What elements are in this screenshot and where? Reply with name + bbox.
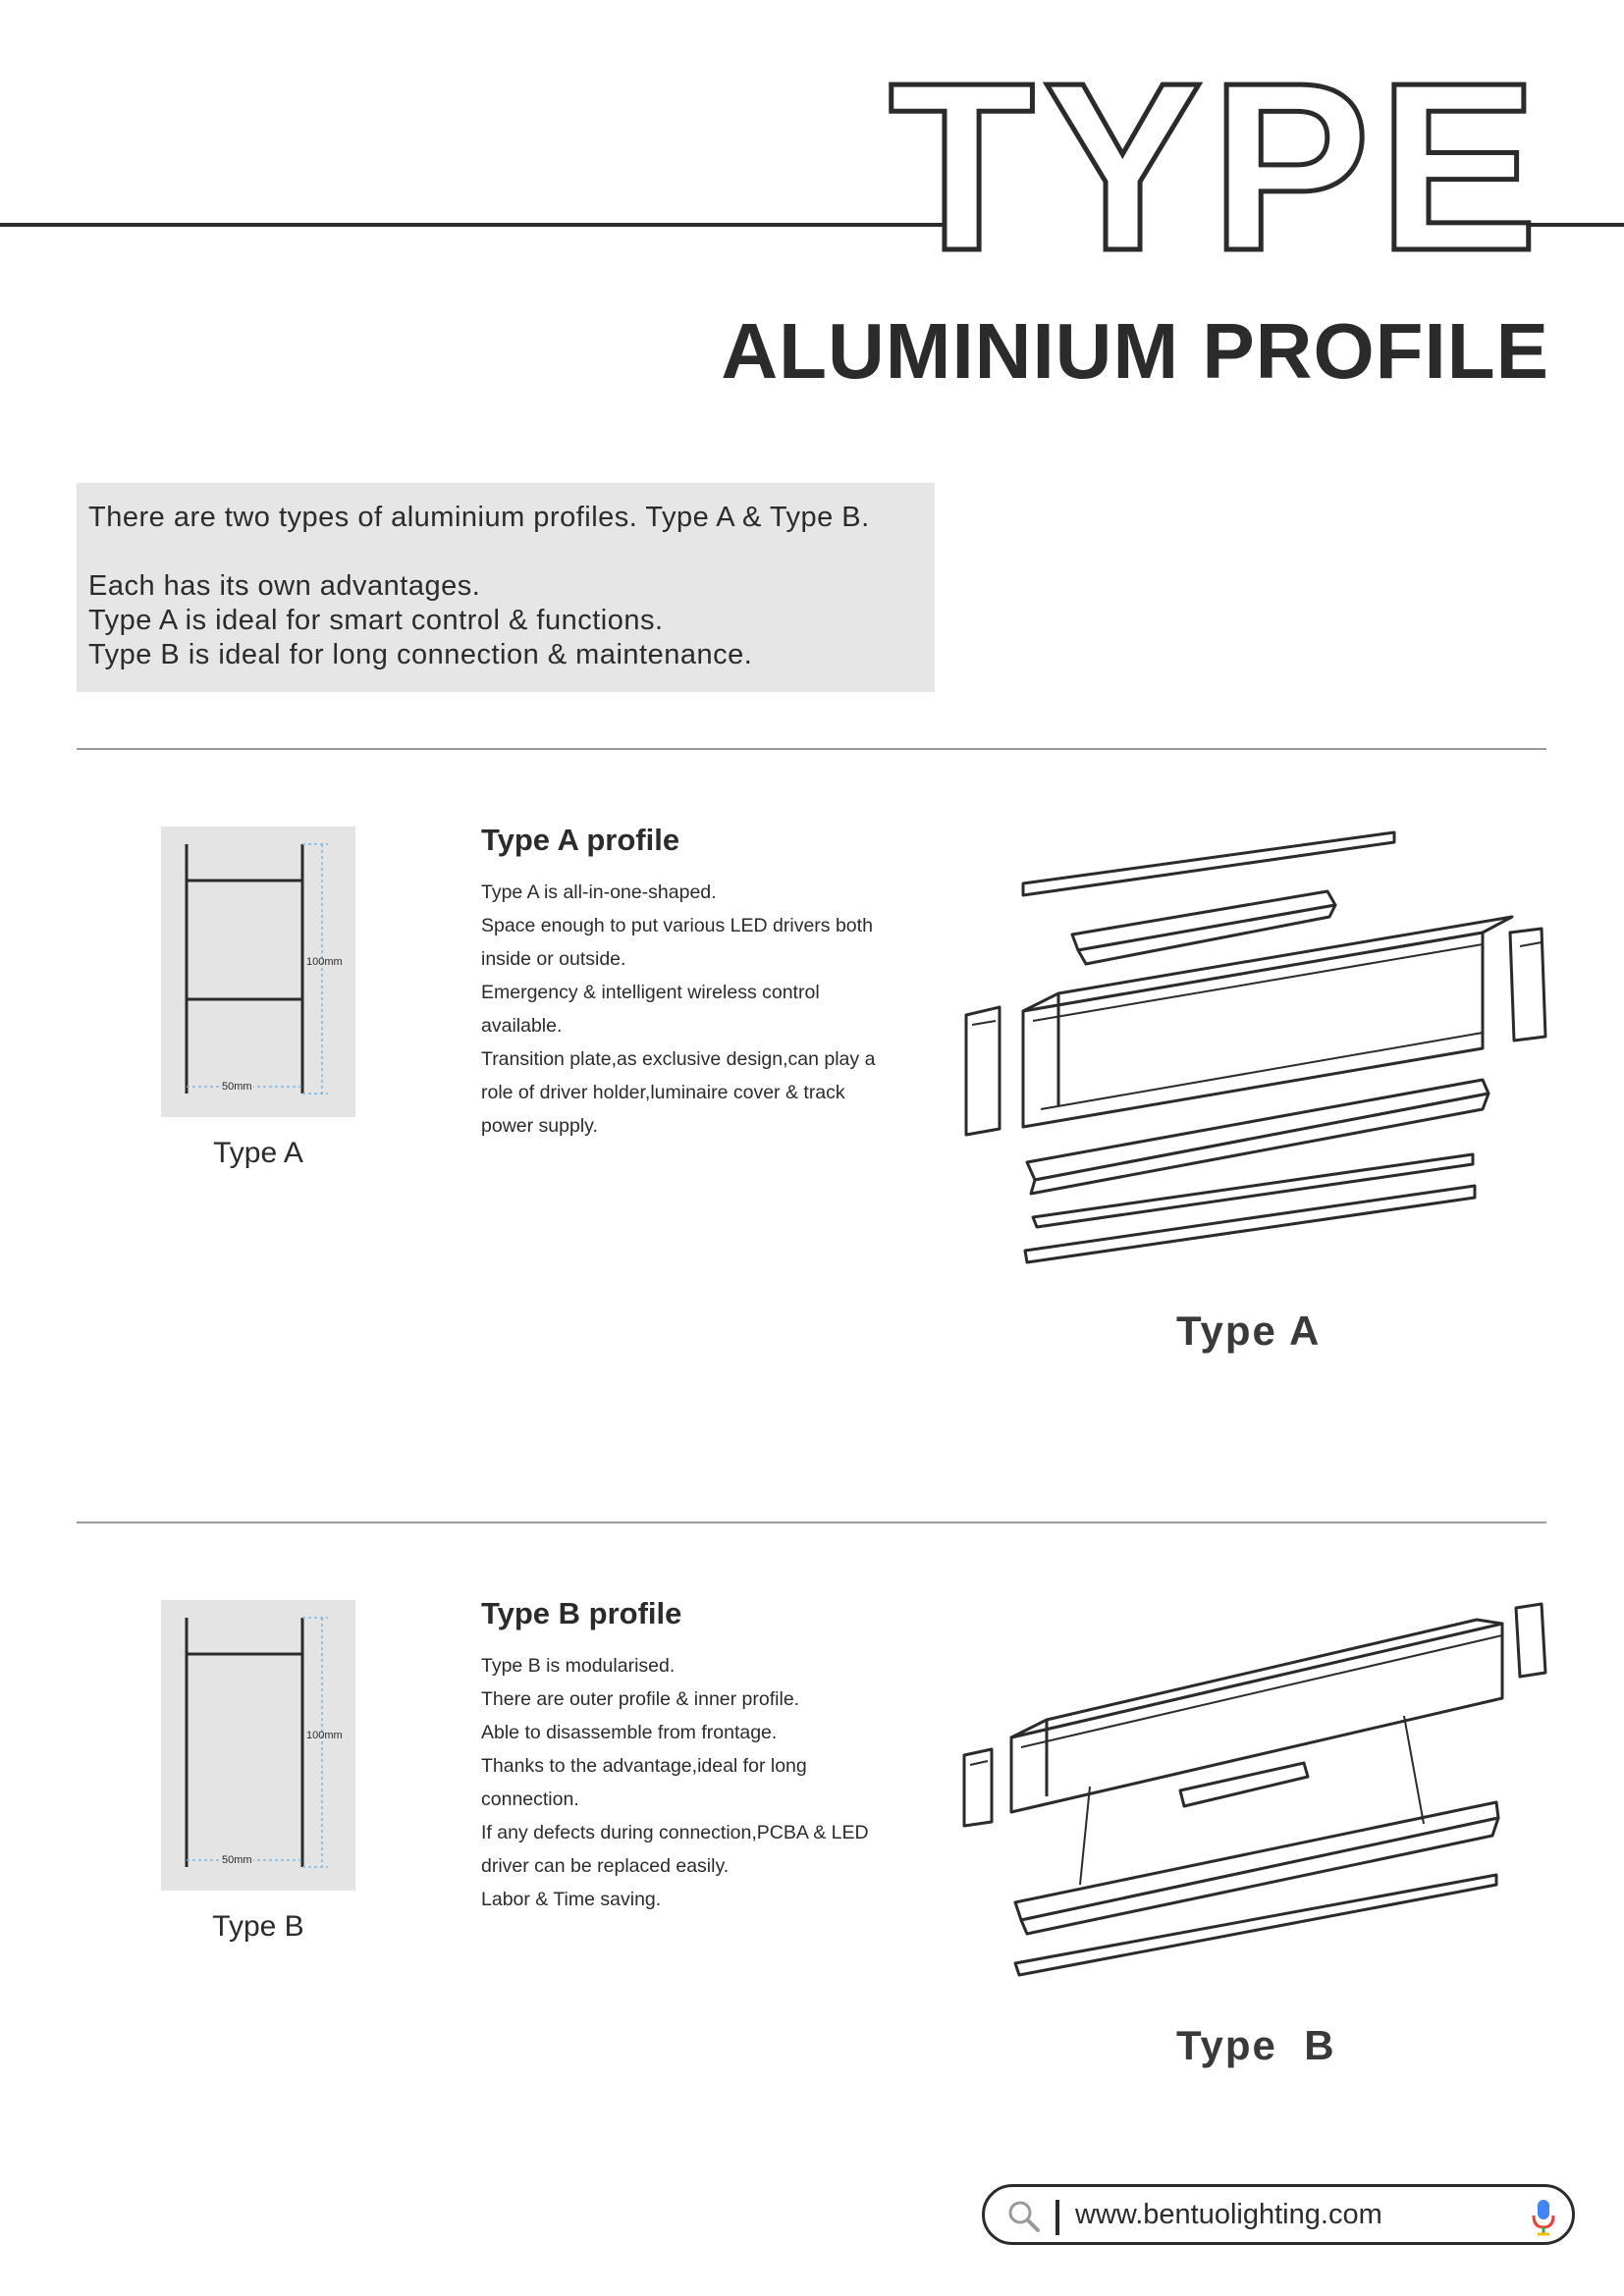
type-a-heading: Type A profile <box>481 823 680 857</box>
desc-line: Space enough to put various LED drivers both <box>481 915 873 936</box>
desc-line: Type A is all-in-one-shaped. <box>481 881 717 903</box>
intro-box <box>77 483 935 692</box>
dim-height-label: 100mm <box>306 956 343 968</box>
desc-line: role of driver holder,luminaire cover & track <box>481 1082 845 1103</box>
desc-line: There are outer profile & inner profile. <box>481 1688 800 1710</box>
type-b-label: Type B <box>1176 2022 1336 2068</box>
dim-height-label: 100mm <box>306 1730 343 1741</box>
desc-line: power supply. <box>481 1115 598 1137</box>
type-a-label: Type A <box>1176 1308 1322 1354</box>
desc-line: Able to disassemble from frontage. <box>481 1722 778 1743</box>
type-b-profile-drawing <box>161 1600 355 1891</box>
desc-line: Emergency & intelligent wireless control <box>481 982 820 1003</box>
intro-line: Each has its own advantages. <box>88 570 481 602</box>
type-b-description <box>481 1649 913 1916</box>
type-a-profile-drawing <box>161 827 355 1117</box>
type-a-description <box>481 876 913 1143</box>
intro-line: There are two types of aluminium profiles. Type A & Type B. <box>88 502 870 533</box>
website-url[interactable]: www.bentuolighting.com <box>1075 2199 1382 2230</box>
type-b-caption: Type B <box>212 1910 304 1943</box>
microphone-icon[interactable] <box>1531 2198 1556 2237</box>
page-title-type: TYPE <box>889 32 1546 300</box>
desc-line: If any defects during connection,PCBA & LED <box>481 1822 869 1843</box>
section-divider <box>77 1522 1546 1523</box>
desc-line: driver can be replaced easily. <box>481 1855 730 1877</box>
text-cursor <box>1056 2200 1059 2235</box>
type-a-exploded-illustration <box>952 815 1561 1276</box>
header-rule-left <box>0 223 952 227</box>
page-subtitle: ALUMINIUM PROFILE <box>721 307 1549 395</box>
desc-line: connection. <box>481 1789 579 1810</box>
intro-line: Type B is ideal for long connection & maintenance. <box>88 639 753 670</box>
type-b-heading: Type B profile <box>481 1596 682 1630</box>
desc-line: available. <box>481 1015 563 1037</box>
search-icon <box>1006 2199 1042 2234</box>
desc-line: Transition plate,as exclusive design,can play a <box>481 1048 876 1070</box>
type-b-exploded-illustration <box>952 1590 1561 1983</box>
desc-line: Type B is modularised. <box>481 1655 676 1677</box>
desc-line: Labor & Time saving. <box>481 1889 662 1910</box>
type-a-cross-section-svg <box>161 827 355 1117</box>
desc-line: inside or outside. <box>481 948 626 970</box>
type-a-caption: Type A <box>213 1137 303 1169</box>
website-search-bar[interactable] <box>982 2184 1575 2245</box>
dim-width-label: 50mm <box>222 1081 252 1093</box>
dim-width-label: 50mm <box>222 1854 252 1866</box>
section-divider <box>77 748 1546 750</box>
intro-line: Type A is ideal for smart control & functions. <box>88 605 664 636</box>
type-b-cross-section-svg <box>161 1600 355 1891</box>
desc-line: Thanks to the advantage,ideal for long <box>481 1755 807 1777</box>
